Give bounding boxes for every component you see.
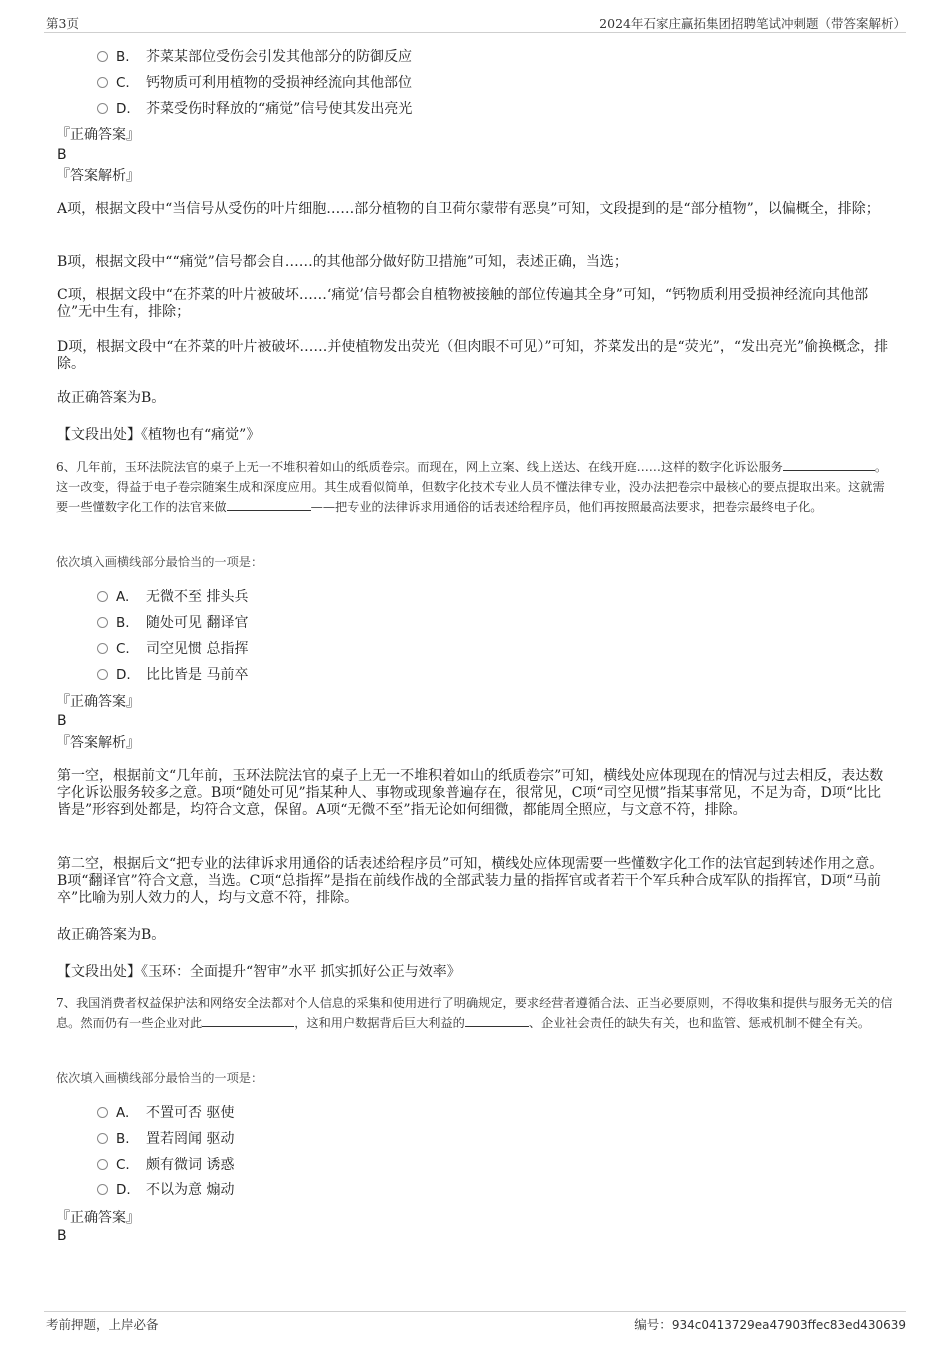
q5-source: 【文段出处】《植物也有“痛觉”》: [57, 427, 261, 443]
q6-conclusion: 故正确答案为B。: [57, 927, 166, 943]
radio-icon[interactable]: [97, 1107, 108, 1118]
q6-source: 【文段出处】《玉环：全面提升“智审”水平 抓实抓好公正与效率》: [57, 964, 461, 980]
radio-icon[interactable]: [97, 1133, 108, 1144]
q7-prompt: 依次填入画横线部分最恰当的一项是：: [56, 1071, 264, 1085]
q6-option-a[interactable]: A. 无微不至 排头兵: [97, 587, 248, 607]
q5-answer-label: 『正确答案』: [56, 127, 140, 143]
q6-answer-label: 『正确答案』: [56, 694, 140, 710]
page-header: [44, 14, 906, 33]
q7-option-c[interactable]: C. 颇有微词 诱惑: [97, 1155, 234, 1175]
q6-stem: 6、几年前，玉环法院法官的桌子上无一不堆积着如山的纸质卷宗。而现在，网上立案、线上送达、在线开庭……这样的数字化诉讼服务 。这一改变，得益于电子卷宗随案生成和深度应用。其生成看似简单，但数字化技术专业人员不懂法律专业，没办法把卷宗中最核心的要点提取出来。这就需要一些懂数字化工作的法官来做 ——把专业的法律诉求用通俗的话表述给程序员，他们再按照最高法要求，把卷宗最终电子化。: [56, 460, 888, 514]
document-title: 2024年石家庄赢拓集团招聘笔试冲刺题（带答案解析）: [599, 16, 906, 31]
q7-blank-1: [202, 1014, 294, 1027]
q6-blank-2: [227, 498, 311, 511]
radio-icon[interactable]: [97, 591, 108, 602]
q5-option-d[interactable]: D. 芥菜受伤时释放的“痛觉”信号使其发出亮光: [97, 99, 412, 119]
q7-blank-2: [465, 1014, 529, 1027]
radio-icon[interactable]: [97, 617, 108, 628]
q5-analysis-b: B项，根据文段中““痛觉”信号都会自……的其他部分做好防卫措施”可知，表述正确，当选；: [57, 254, 628, 270]
q7-option-d[interactable]: D. 不以为意 煽动: [97, 1180, 234, 1200]
q5-option-c[interactable]: C. 钙物质可利用植物的受损神经流向其他部位: [97, 73, 412, 93]
q6-analysis-1: 第一空，根据前文“几年前，玉环法院法官的桌子上无一不堆积着如山的纸质卷宗”可知，横线处应体现现在的情况与过去相反，表达数字化诉讼服务较多之意。B项“随处可见”指某种人、事物或现象普遍存在，很常见，C项“司空见惯”指某事常见，不足为奇，D项“比比皆是”形容到处都是，均符合文意，保留。A项“无微不至”指无论如何细微，都能周全照应，与文意不符，排除。: [57, 768, 884, 818]
radio-icon[interactable]: [97, 51, 108, 62]
q5-option-b[interactable]: B. 芥菜某部位受伤会引发其他部分的防御反应: [97, 47, 412, 67]
q5-analysis-d: D项，根据文段中“在芥菜的叶片被破坏……并使植物发出荧光（但肉眼不可见）”可知，芥菜发出的是“荧光”，“发出亮光”偷换概念，排除。: [57, 339, 889, 372]
q6-option-c[interactable]: C. 司空见惯 总指挥: [97, 639, 248, 659]
radio-icon[interactable]: [97, 103, 108, 114]
q7-option-b[interactable]: B. 置若罔闻 驱动: [97, 1129, 234, 1149]
radio-icon[interactable]: [97, 669, 108, 680]
radio-icon[interactable]: [97, 1159, 108, 1170]
q5-analysis-label: 『答案解析』: [56, 168, 140, 184]
q6-prompt: 依次填入画横线部分最恰当的一项是：: [56, 555, 264, 569]
radio-icon[interactable]: [97, 77, 108, 88]
q7-answer: B: [57, 1228, 67, 1244]
q6-option-b[interactable]: B. 随处可见 翻译官: [97, 613, 248, 633]
q6-option-d[interactable]: D. 比比皆是 马前卒: [97, 665, 248, 685]
q7-stem: 7、我国消费者权益保护法和网络安全法都对个人信息的采集和使用进行了明确规定，要求经营者遵循合法、正当必要原则，不得收集和提供与服务无关的信息。然而仍有一些企业对此 ，这和用户数据背后巨大利益的 、企业社会责任的缺失有关，也和监管、惩戒机制不健全有关。: [56, 996, 893, 1030]
q7-option-a[interactable]: A. 不置可否 驱使: [97, 1103, 234, 1123]
q6-analysis-2: 第二空，根据后文“把专业的法律诉求用通俗的话表述给程序员”可知，横线处应体现需要一些懂数字化工作的法官起到转述作用之意。B项“翻译官”符合文意，当选。C项“总指挥”是指在前线作战的全部武装力量的指挥官或者若干个军兵种合成军队的指挥官，D项“马前卒”比喻为别人效力的人，均与文意不符，排除。: [57, 856, 884, 906]
q7-answer-label: 『正确答案』: [56, 1210, 140, 1226]
q5-answer: B: [57, 147, 67, 163]
page-number: 第3页: [46, 16, 79, 31]
q6-blank-1: [783, 458, 875, 471]
footer-slogan: 考前押题，上岸必备: [46, 1317, 159, 1332]
radio-icon[interactable]: [97, 643, 108, 654]
radio-icon[interactable]: [97, 1184, 108, 1195]
page-footer: [44, 1311, 906, 1332]
q5-conclusion: 故正确答案为B。: [57, 390, 166, 406]
q6-analysis-label: 『答案解析』: [56, 735, 140, 751]
q6-answer: B: [57, 713, 67, 729]
q5-analysis-a: A项，根据文段中“当信号从受伤的叶片细胞……部分植物的自卫荷尔蒙带有恶臭”可知，文段提到的是“部分植物”，以偏概全，排除；: [57, 201, 880, 217]
q5-analysis-c: C项，根据文段中“在芥菜的叶片被破坏……‘痛觉’信号都会自植物被接触的部位传遍其全身”可知，“钙物质利用受损神经流向其他部位”无中生有，排除；: [57, 287, 869, 320]
document-code: 编号：934c0413729ea47903ffec83ed430639: [634, 1317, 906, 1332]
